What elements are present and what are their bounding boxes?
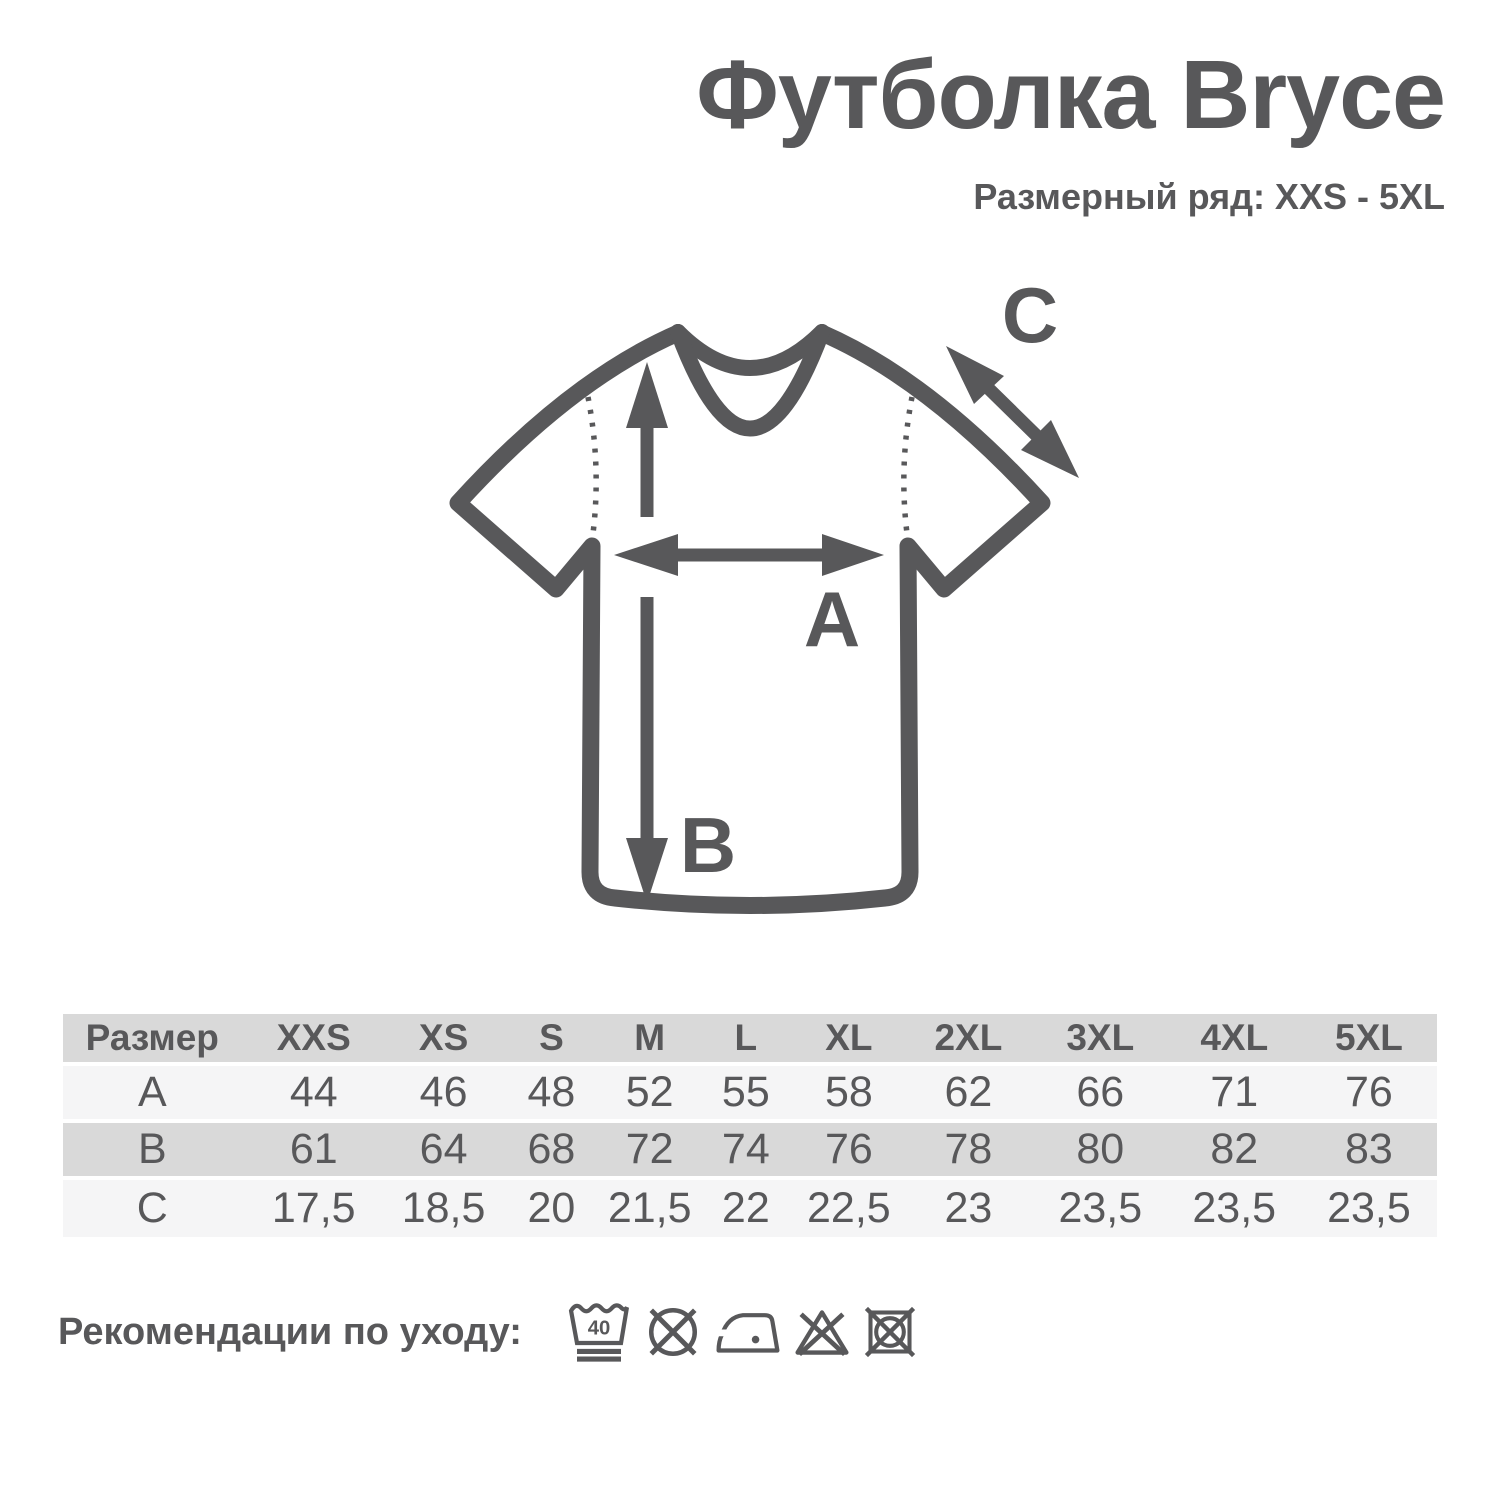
measurement-row-label: A <box>63 1066 242 1123</box>
table-row <box>63 1014 1437 1066</box>
size-value-cell: 23 <box>904 1180 1033 1237</box>
size-value-cell: 23,5 <box>1301 1180 1437 1237</box>
size-value-cell: 71 <box>1168 1066 1301 1123</box>
size-value-cell: 18,5 <box>386 1180 501 1237</box>
size-value-cell: 66 <box>1033 1066 1168 1123</box>
size-value-cell: 82 <box>1168 1123 1301 1180</box>
size-value-cell: 44 <box>242 1066 386 1123</box>
table-row <box>63 1123 1437 1180</box>
size-value-cell: 17,5 <box>242 1180 386 1237</box>
measurement-row-label: C <box>63 1180 242 1237</box>
measure-arrow-c <box>986 386 1039 438</box>
size-value-cell: 62 <box>904 1066 1033 1123</box>
size-column-header: S <box>501 1014 601 1066</box>
size-value-cell: 23,5 <box>1033 1180 1168 1237</box>
size-table <box>63 1014 1437 1237</box>
size-range-subtitle: Размерный ряд: XXS - 5XL <box>973 175 1445 217</box>
size-column-header: L <box>698 1014 794 1066</box>
size-value-cell: 58 <box>794 1066 904 1123</box>
size-value-cell: 61 <box>242 1123 386 1180</box>
size-value-cell: 20 <box>501 1180 601 1237</box>
wash-40-mild-icon <box>568 1299 630 1365</box>
size-column-header: 2XL <box>904 1014 1033 1066</box>
product-title: Футболка Bryce <box>696 40 1445 149</box>
size-value-cell: 21,5 <box>602 1180 698 1237</box>
size-value-cell: 46 <box>386 1066 501 1123</box>
size-column-header: M <box>602 1014 698 1066</box>
do-not-dry-clean-icon <box>644 1303 702 1361</box>
size-column-header: 3XL <box>1033 1014 1168 1066</box>
size-value-cell: 64 <box>386 1123 501 1180</box>
care-icons-row <box>568 1299 916 1365</box>
size-value-cell: 52 <box>602 1066 698 1123</box>
size-value-cell: 83 <box>1301 1123 1437 1180</box>
iron-low-temperature-icon <box>716 1311 780 1353</box>
care-recommendations <box>58 1292 916 1372</box>
svg-text:40: 40 <box>587 1317 611 1340</box>
care-recommendations-label: Рекомендации по уходу: <box>58 1310 522 1353</box>
measure-label-b: B <box>679 801 737 889</box>
size-column-header: Размер <box>63 1014 242 1066</box>
measure-label-a: A <box>803 575 861 663</box>
size-value-cell: 78 <box>904 1123 1033 1180</box>
size-value-cell: 80 <box>1033 1123 1168 1180</box>
size-column-header: 4XL <box>1168 1014 1301 1066</box>
size-column-header: XXS <box>242 1014 386 1066</box>
measure-label-c: C <box>1001 271 1059 359</box>
measurement-row-label: B <box>63 1123 242 1180</box>
size-value-cell: 48 <box>501 1066 601 1123</box>
size-value-cell: 76 <box>1301 1066 1437 1123</box>
table-row <box>63 1066 1437 1123</box>
tshirt-outline <box>458 332 1042 906</box>
size-column-header: XL <box>794 1014 904 1066</box>
size-column-header: 5XL <box>1301 1014 1437 1066</box>
size-column-header: XS <box>386 1014 501 1066</box>
size-value-cell: 72 <box>602 1123 698 1180</box>
page-header <box>696 40 1445 218</box>
table-row <box>63 1180 1437 1237</box>
tshirt-measurement-diagram <box>360 270 1140 970</box>
do-not-tumble-dry-icon <box>864 1306 916 1358</box>
size-value-cell: 76 <box>794 1123 904 1180</box>
size-value-cell: 22,5 <box>794 1180 904 1237</box>
size-value-cell: 23,5 <box>1168 1180 1301 1237</box>
do-not-bleach-icon <box>794 1309 850 1356</box>
size-value-cell: 22 <box>698 1180 794 1237</box>
size-value-cell: 55 <box>698 1066 794 1123</box>
size-value-cell: 74 <box>698 1123 794 1180</box>
size-value-cell: 68 <box>501 1123 601 1180</box>
